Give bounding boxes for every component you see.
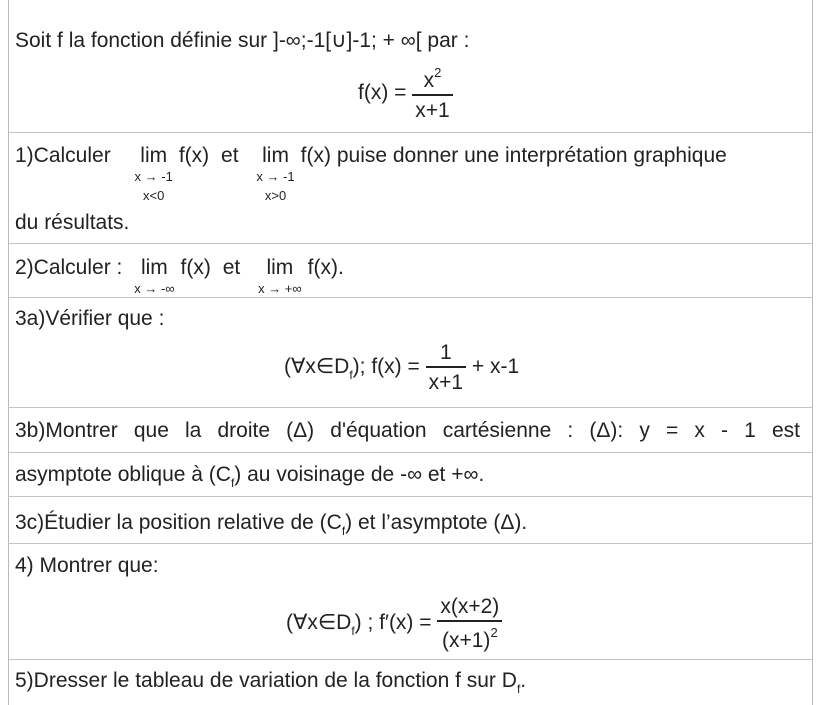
lim-condition: x>0 bbox=[264, 188, 287, 204]
lim-word: lim bbox=[140, 256, 168, 279]
q5-text: 5)Dresser le tableau de variation de la fonction f sur D bbox=[15, 669, 517, 692]
q2-limit-right bbox=[258, 257, 302, 297]
function-numerator: x bbox=[423, 69, 435, 92]
q4-fraction bbox=[437, 596, 502, 651]
q3a-formula-lhs: (∀x∈D bbox=[284, 355, 350, 379]
q1-expr-1: f(x) bbox=[178, 144, 210, 167]
q4-formula bbox=[286, 596, 502, 651]
intro-text: Soit f la fonction définie sur ]-∞;-1[∪]-1; + ∞[ par : bbox=[15, 29, 470, 52]
q3c-text-a: 3c)Étudier la position relative de (C bbox=[15, 511, 342, 534]
q2-label: 2)Calculer : bbox=[15, 256, 123, 279]
divider bbox=[8, 452, 813, 453]
q1-limit-right bbox=[256, 145, 294, 205]
q3b-text-a: asymptote oblique à (C bbox=[15, 463, 231, 486]
divider bbox=[8, 243, 813, 244]
q2-connector: et bbox=[222, 256, 241, 279]
q4-formula-sub: f bbox=[351, 624, 355, 639]
question-5 bbox=[15, 670, 526, 695]
divider bbox=[8, 132, 813, 133]
q2-limit-left bbox=[134, 257, 174, 297]
question-3c bbox=[15, 512, 527, 537]
q5-end: . bbox=[520, 669, 527, 692]
lim-word: lim bbox=[262, 144, 289, 167]
lim-subscript: x → -∞ bbox=[134, 281, 175, 296]
q4-numerator: x(x+2) bbox=[437, 596, 502, 622]
q2-expr-2: f(x). bbox=[307, 256, 344, 279]
q3a-numerator: 1 bbox=[426, 342, 466, 368]
q3a-denominator: x+1 bbox=[428, 371, 464, 394]
q3a-label: 3a)Vérifier que : bbox=[15, 307, 165, 330]
lim-subscript: x → -1 bbox=[256, 169, 295, 184]
q3b-line-2 bbox=[15, 464, 484, 489]
q1-tail: puise donner une interprétation graphique bbox=[336, 144, 727, 167]
lim-subscript: x → -1 bbox=[134, 169, 173, 184]
function-numerator-exponent: 2 bbox=[434, 65, 442, 80]
question-2 bbox=[15, 257, 344, 297]
q1-limit-left bbox=[135, 145, 173, 205]
q4-denominator-exponent: 2 bbox=[490, 625, 498, 640]
q3a-fraction bbox=[426, 342, 466, 393]
q3b-line-1: 3b)Montrer que la droite (Δ) d'équation cartésienne : (Δ): y = x - 1 est bbox=[15, 419, 800, 442]
lim-subscript: x → +∞ bbox=[258, 281, 302, 296]
q1-continuation: du résultats. bbox=[15, 211, 130, 234]
divider bbox=[8, 543, 813, 544]
divider bbox=[8, 407, 813, 408]
function-denominator: x+1 bbox=[415, 99, 450, 122]
divider bbox=[8, 496, 813, 497]
lim-word: lim bbox=[140, 144, 168, 167]
lim-word: lim bbox=[266, 256, 294, 279]
question-1 bbox=[15, 145, 727, 205]
divider bbox=[8, 297, 813, 298]
q4-formula-close: ) ; f′(x) = bbox=[354, 611, 432, 635]
lim-condition: x<0 bbox=[143, 188, 165, 204]
q3a-formula-close: ); f(x) = bbox=[352, 355, 420, 379]
q4-formula-lhs: (∀x∈D bbox=[286, 611, 352, 635]
q3c-sub: f bbox=[341, 524, 346, 538]
q1-connector: et bbox=[221, 144, 239, 167]
q3a-formula-sub: f bbox=[349, 368, 353, 383]
q4-label: 4) Montrer que: bbox=[15, 554, 159, 577]
q1-label: 1)Calculer bbox=[15, 144, 111, 167]
q4-denominator: (x+1) bbox=[442, 629, 491, 652]
q5-sub: f bbox=[516, 682, 521, 696]
function-definition bbox=[358, 66, 453, 121]
q3a-formula-rhs: + x-1 bbox=[471, 355, 520, 379]
divider bbox=[8, 659, 813, 660]
q3b-sub: f bbox=[230, 476, 235, 490]
q3a-formula bbox=[284, 342, 519, 393]
q1-expr-2: f(x) bbox=[300, 144, 331, 167]
function-lhs: f(x) = bbox=[358, 81, 407, 105]
q3c-text-b: ) et l’asymptote (Δ). bbox=[345, 511, 528, 534]
q2-expr-1: f(x) bbox=[180, 256, 211, 279]
function-fraction bbox=[412, 66, 452, 121]
q3b-text-b: ) au voisinage de -∞ et +∞. bbox=[234, 463, 485, 486]
